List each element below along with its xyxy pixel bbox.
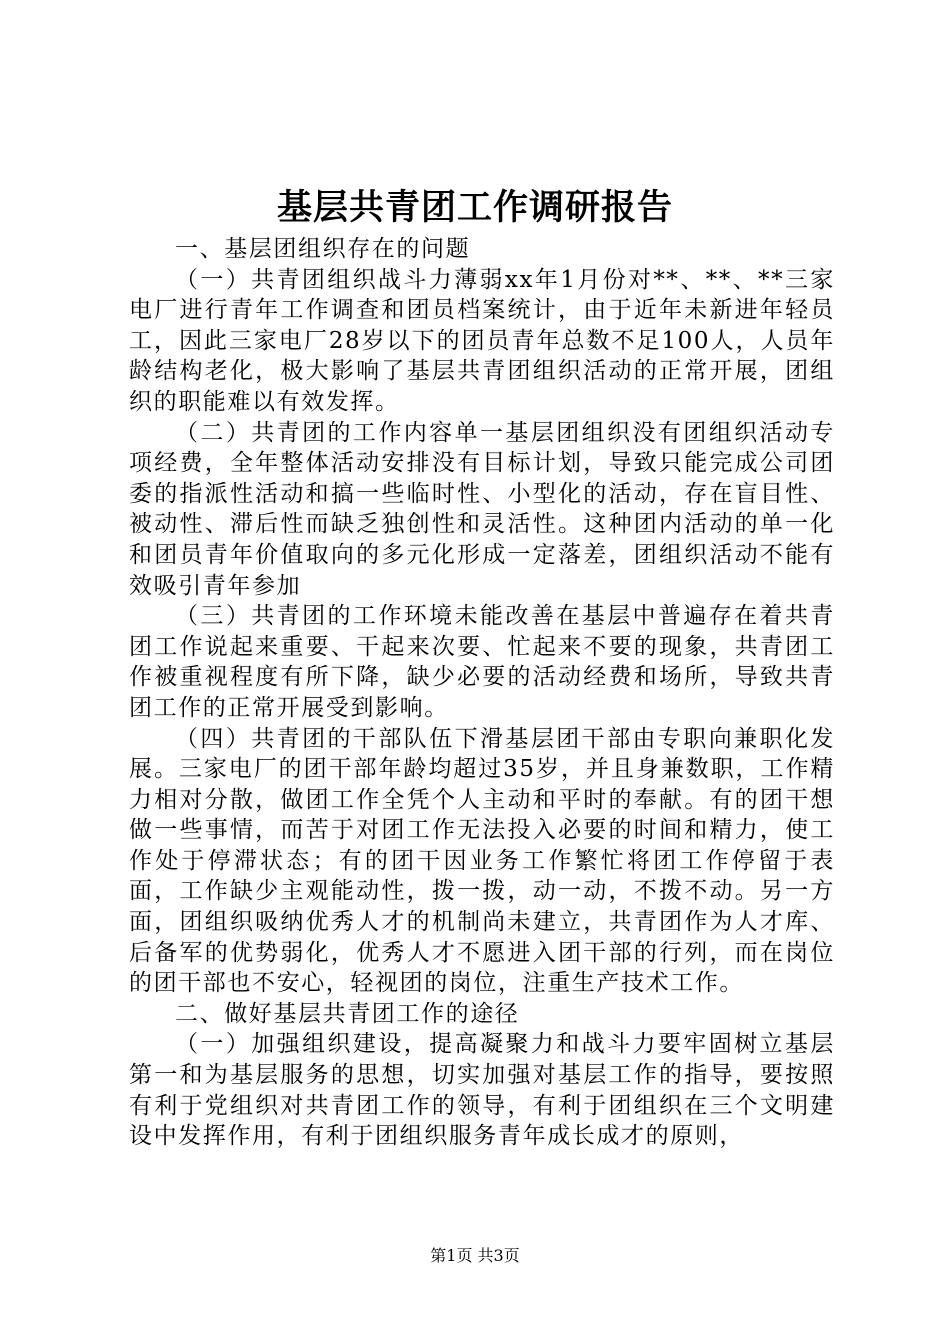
- page-number: 第1页 共3页: [430, 1246, 520, 1265]
- document-title: 基层共青团工作调研报告: [276, 187, 673, 228]
- paragraph-4: （四）共青团的干部队伍下滑基层团干部由专职向兼职化发展。三家电厂的团干部年龄均超过35岁，并且身兼数职，工作精力相对分散，做团工作全凭个人主动和平时的奉献。有的团干想做一些事情，而苦于对团工作无法投入必要的时间和精力，使工作处于停滞状态；有的团干因业务工作繁忙将团工作停留于表面，工作缺少主观能动性，拨一拨，动一动，不拨不动。另一方面，团组织吸纳优秀人才的机制尚未建立，共青团作为人才库、后备军的优势弱化，优秀人才不愿进入团干部的行列，而在岗位的团干部也不安心，轻视团的岗位，注重生产技术工作。: [129, 725, 835, 997]
- paragraph-1: （一）共青团组织战斗力薄弱xx年1月份对**、**、**三家电厂进行青年工作调查和团员档案统计，由于近年未新进年轻员工，因此三家电厂28岁以下的团员青年总数不足100人，人员年龄结构老化，极大影响了基层共青团组织活动的正常开展，团组织的职能难以有效发挥。: [129, 266, 835, 415]
- section-heading-1: 一、基层团组织存在的问题: [175, 236, 471, 262]
- document-body: [129, 234, 835, 1152]
- paragraph-5: （一）加强组织建设，提高凝聚力和战斗力要牢固树立基层第一和为基层服务的思想，切实加强对基层工作的指导，要按照有利于党组织对共青团工作的领导，有利于团组织在三个文明建设中发挥作用，有利于团组织服务青年成长成才的原则，: [129, 1031, 835, 1150]
- paragraph-2: （二）共青团的工作内容单一基层团组织没有团组织活动专项经费，全年整体活动安排没有目标计划，导致只能完成公司团委的指派性活动和搞一些临时性、小型化的活动，存在盲目性、被动性、滞后性而缺乏独创性和灵活性。这种团内活动的单一化和团员青年价值取向的多元化形成一定落差，团组织活动不能有效吸引青年参加: [129, 419, 835, 599]
- section-heading-2: 二、做好基层共青团工作的途径: [175, 1000, 520, 1027]
- paragraph-3: （三）共青团的工作环境未能改善在基层中普遍存在着共青团工作说起来重要、干起来次要、忙起来不要的现象，共青团工作被重视程度有所下降，缺少必要的活动经费和场所，导致共青团工作的正常开展受到影响。: [129, 603, 835, 721]
